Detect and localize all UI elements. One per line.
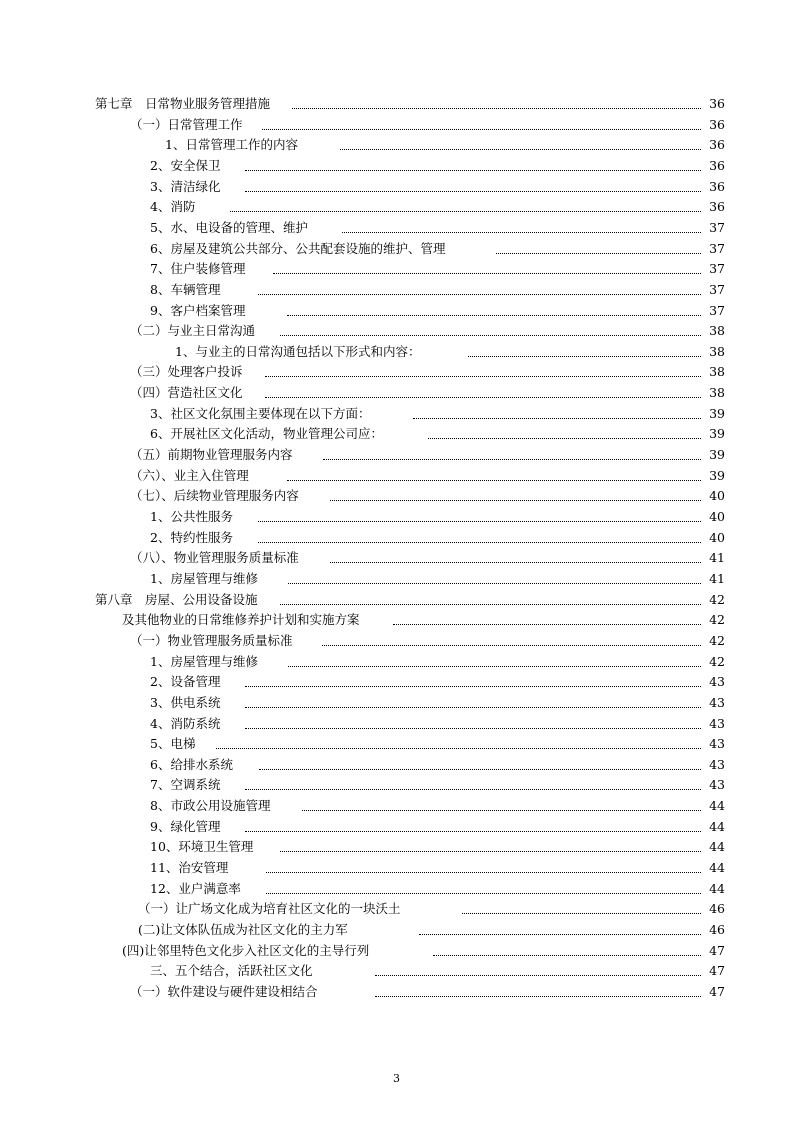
toc-entry[interactable] — [0, 899, 793, 919]
toc-entry[interactable] — [0, 982, 793, 1002]
toc-entry[interactable] — [0, 693, 793, 713]
toc-entry-page: 36 — [709, 199, 725, 215]
toc-entry[interactable] — [0, 259, 793, 279]
leader-dots — [330, 500, 701, 501]
toc-entry-page: 46 — [709, 901, 725, 917]
toc-entry[interactable] — [0, 424, 793, 444]
toc-entry-page: 38 — [709, 323, 725, 339]
toc-entry-title: 1、与业主的日常沟通包括以下形式和内容： — [175, 342, 422, 362]
toc-entry-page: 38 — [709, 385, 725, 401]
toc-entry[interactable] — [0, 321, 793, 341]
page-number: 3 — [393, 1072, 400, 1085]
toc-entry-page: 44 — [709, 798, 725, 814]
leader-dots — [330, 562, 701, 563]
toc-entry[interactable] — [0, 239, 793, 259]
leader-dots — [322, 645, 701, 646]
leader-dots — [496, 253, 701, 254]
toc-entry-page: 46 — [709, 922, 725, 937]
toc-entry[interactable] — [0, 528, 793, 548]
toc-entry[interactable] — [0, 177, 793, 197]
toc-entry-page: 36 — [709, 96, 725, 111]
toc-entry-page: 39 — [709, 447, 725, 463]
toc-entry-page: 37 — [709, 302, 725, 318]
leader-dots — [280, 335, 701, 336]
toc-entry-title: 10、环境卫生管理 — [150, 837, 255, 857]
toc-entry[interactable] — [0, 755, 793, 775]
leader-dots — [323, 459, 701, 460]
toc-entry[interactable] — [0, 362, 793, 382]
toc-entry[interactable] — [0, 672, 793, 692]
toc-entry-title: 3、供电系统 — [150, 693, 222, 713]
leader-dots — [258, 521, 701, 522]
toc-entry-title: 2、安全保卫 — [150, 156, 222, 176]
leader-dots — [462, 913, 701, 914]
toc-entry-title: （八）、物业管理服务质量标准 — [130, 548, 301, 568]
toc-entry-title: （一）让广场文化成为培育社区文化的一块沃土 — [138, 899, 403, 919]
leader-dots — [245, 831, 701, 832]
toc-entry-page: 37 — [709, 240, 725, 256]
toc-entry[interactable] — [0, 548, 793, 568]
toc-entry-title: 8、市政公用设施管理 — [150, 796, 272, 816]
toc-entry-title: (四)让邻里特色文化步入社区文化的主导行列 — [122, 941, 371, 961]
toc-entry-title: （一）软件建设与硬件建设相结合 — [130, 982, 320, 1002]
toc-entry-page: 39 — [709, 467, 725, 483]
toc-entry-page: 44 — [709, 880, 725, 896]
toc-entry-page: 43 — [709, 674, 725, 690]
toc-entry[interactable] — [0, 610, 793, 630]
toc-entry-title: 1、日常管理工作的内容 — [165, 135, 300, 155]
leader-dots — [258, 542, 701, 543]
leader-dots — [245, 707, 701, 708]
leader-dots — [302, 810, 701, 811]
toc-entry[interactable] — [0, 507, 793, 527]
toc-entry-title: 第八章 房屋、公用设备设施 — [95, 590, 260, 610]
leader-dots — [266, 893, 701, 894]
toc-entry[interactable] — [0, 115, 793, 135]
toc-entry-page: 43 — [709, 756, 725, 772]
toc-entry[interactable] — [0, 445, 793, 465]
leader-dots — [265, 397, 701, 398]
toc-entry-title: 2、特约性服务 — [150, 528, 235, 548]
leader-dots — [428, 438, 701, 439]
toc-entry[interactable] — [0, 280, 793, 300]
leader-dots — [292, 108, 701, 109]
toc-entry-page: 47 — [709, 983, 725, 999]
toc-entry[interactable] — [0, 961, 793, 981]
toc-entry[interactable] — [0, 218, 793, 238]
toc-entry[interactable] — [0, 631, 793, 651]
toc-entry-title: 2、设备管理 — [150, 672, 222, 692]
toc-entry[interactable] — [0, 342, 793, 362]
toc-entry-title: 3、社区文化氛围主要体现在以下方面： — [150, 404, 372, 424]
toc-entry[interactable] — [0, 486, 793, 506]
toc-entry[interactable] — [0, 94, 793, 114]
leader-dots — [342, 232, 701, 233]
leader-dots — [273, 273, 701, 274]
toc-entry-page: 42 — [709, 653, 725, 669]
toc-entry-page: 40 — [709, 509, 725, 524]
leader-dots — [262, 129, 701, 130]
toc-entry[interactable] — [0, 858, 793, 878]
toc-entry[interactable] — [0, 652, 793, 672]
toc-entry[interactable] — [0, 590, 793, 610]
toc-entry-title: 9、绿化管理 — [150, 817, 222, 837]
leader-dots — [266, 872, 701, 873]
toc-entry-title: 7、住户装修管理 — [150, 259, 247, 279]
leader-dots — [413, 418, 701, 419]
toc-entry-page: 39 — [709, 405, 725, 421]
toc-entry[interactable] — [0, 734, 793, 754]
leader-dots — [375, 996, 701, 997]
leader-dots — [245, 789, 701, 790]
toc-entry[interactable] — [0, 569, 793, 589]
toc-entry-title: （六）、业主入住管理 — [130, 466, 251, 486]
toc-entry-title: 4、消防 — [150, 197, 197, 217]
toc-entry[interactable] — [0, 301, 793, 321]
leader-dots — [468, 356, 701, 357]
toc-entry-page: 36 — [709, 137, 725, 153]
toc-entry-page: 38 — [709, 343, 725, 359]
toc-entry[interactable] — [0, 920, 793, 940]
toc-entry[interactable] — [0, 714, 793, 734]
toc-entry[interactable] — [0, 466, 793, 486]
toc-entry[interactable] — [0, 879, 793, 899]
leader-dots — [375, 975, 701, 976]
leader-dots — [216, 748, 701, 749]
toc-entry-page: 47 — [709, 942, 725, 958]
toc-entry-page: 36 — [709, 178, 725, 194]
toc-entry[interactable] — [0, 837, 793, 857]
leader-dots — [280, 604, 701, 605]
leader-dots — [245, 191, 701, 192]
toc-entry-page: 40 — [709, 529, 725, 545]
toc-entry-page: 43 — [709, 715, 725, 731]
toc-entry[interactable] — [0, 135, 793, 155]
leader-dots — [433, 955, 701, 956]
toc-entry-page: 44 — [709, 818, 725, 834]
toc-entry-page: 36 — [709, 157, 725, 173]
toc-entry-title: (二)让文体队伍成为社区文化的主力军 — [138, 920, 350, 940]
toc-entry-title: （一）日常管理工作 — [130, 115, 245, 135]
leader-dots — [245, 686, 701, 687]
toc-entry-page: 44 — [709, 839, 725, 855]
toc-entry-title: （三）处理客户投诉 — [130, 362, 245, 382]
toc-entry-title: 及其他物业的日常维修养护计划和实施方案 — [122, 610, 362, 630]
toc-entry-page: 42 — [709, 632, 725, 648]
toc-entry-title: （七）、后续物业管理服务内容 — [130, 486, 301, 506]
toc-entry-page: 37 — [709, 281, 725, 297]
toc-entry-title: 12、业户满意率 — [150, 879, 243, 899]
toc-entry-page: 42 — [709, 612, 725, 628]
leader-dots — [287, 480, 701, 481]
toc-entry[interactable] — [0, 197, 793, 217]
leader-dots — [230, 211, 701, 212]
leader-dots — [245, 728, 701, 729]
toc-entry-title: 6、开展社区文化活动，物业管理公司应： — [150, 424, 385, 444]
leader-dots — [288, 666, 701, 667]
toc-entry-title: 8、车辆管理 — [150, 280, 222, 300]
toc-entry-title: 7、空调系统 — [150, 775, 222, 795]
toc-entry-title: 11、治安管理 — [150, 858, 230, 878]
toc-entry-title: 三、五个结合，活跃社区文化 — [150, 961, 315, 981]
toc-entry-page: 43 — [709, 694, 725, 710]
toc-entry-title: 5、电梯 — [150, 734, 197, 754]
leader-dots — [419, 934, 701, 935]
toc-entry-page: 36 — [709, 116, 725, 132]
toc-entry-page: 42 — [709, 591, 725, 607]
toc-entry-title: （五）前期物业管理服务内容 — [130, 445, 295, 465]
toc-entry-page: 37 — [709, 261, 725, 277]
leader-dots — [287, 315, 701, 316]
leader-dots — [245, 170, 701, 171]
toc-entry-page: 41 — [709, 550, 725, 566]
toc-entry-title: 9、客户档案管理 — [150, 301, 247, 321]
toc-entry-page: 47 — [709, 963, 725, 979]
toc-entry-title: 6、给排水系统 — [150, 755, 235, 775]
leader-dots — [288, 583, 701, 584]
toc-entry-page: 40 — [709, 488, 725, 504]
toc-entry-title: 1、房屋管理与维修 — [150, 569, 260, 589]
leader-dots — [393, 624, 701, 625]
toc-entry[interactable] — [0, 796, 793, 816]
toc-entry[interactable] — [0, 941, 793, 961]
leader-dots — [258, 294, 701, 295]
toc-entry-title: （四）营造社区文化 — [130, 383, 245, 403]
toc-entry-page: 44 — [709, 860, 725, 876]
toc-entry[interactable] — [0, 404, 793, 424]
leader-dots — [340, 149, 701, 150]
leader-dots — [280, 851, 701, 852]
toc-entry-title: （一）物业管理服务质量标准 — [130, 631, 295, 651]
toc-entry-title: 5、水、电设备的管理、维护 — [150, 218, 310, 238]
toc-entry-title: 1、房屋管理与维修 — [150, 652, 260, 672]
toc-entry[interactable] — [0, 156, 793, 176]
toc-entry-page: 43 — [709, 736, 725, 752]
toc-entry-title: 3、清洁绿化 — [150, 177, 222, 197]
toc-entry[interactable] — [0, 383, 793, 403]
toc-entry-page: 39 — [709, 426, 725, 442]
toc-entry-title: 6、房屋及建筑公共部分、公共配套设施的维护、管理 — [150, 239, 447, 259]
leader-dots — [265, 376, 701, 377]
toc-entry-page: 37 — [709, 219, 725, 235]
toc-entry-title: 4、消防系统 — [150, 714, 222, 734]
toc-entry[interactable] — [0, 775, 793, 795]
toc-entry-page: 43 — [709, 777, 725, 793]
toc-entry-title: （二）与业主日常沟通 — [130, 321, 257, 341]
toc-entry-page: 38 — [709, 364, 725, 380]
toc-entry[interactable] — [0, 817, 793, 837]
toc-entry-title: 第七章 日常物业服务管理措施 — [95, 94, 272, 114]
leader-dots — [259, 769, 701, 770]
toc-entry-page: 41 — [709, 570, 725, 586]
toc-entry-title: 1、公共性服务 — [150, 507, 235, 527]
